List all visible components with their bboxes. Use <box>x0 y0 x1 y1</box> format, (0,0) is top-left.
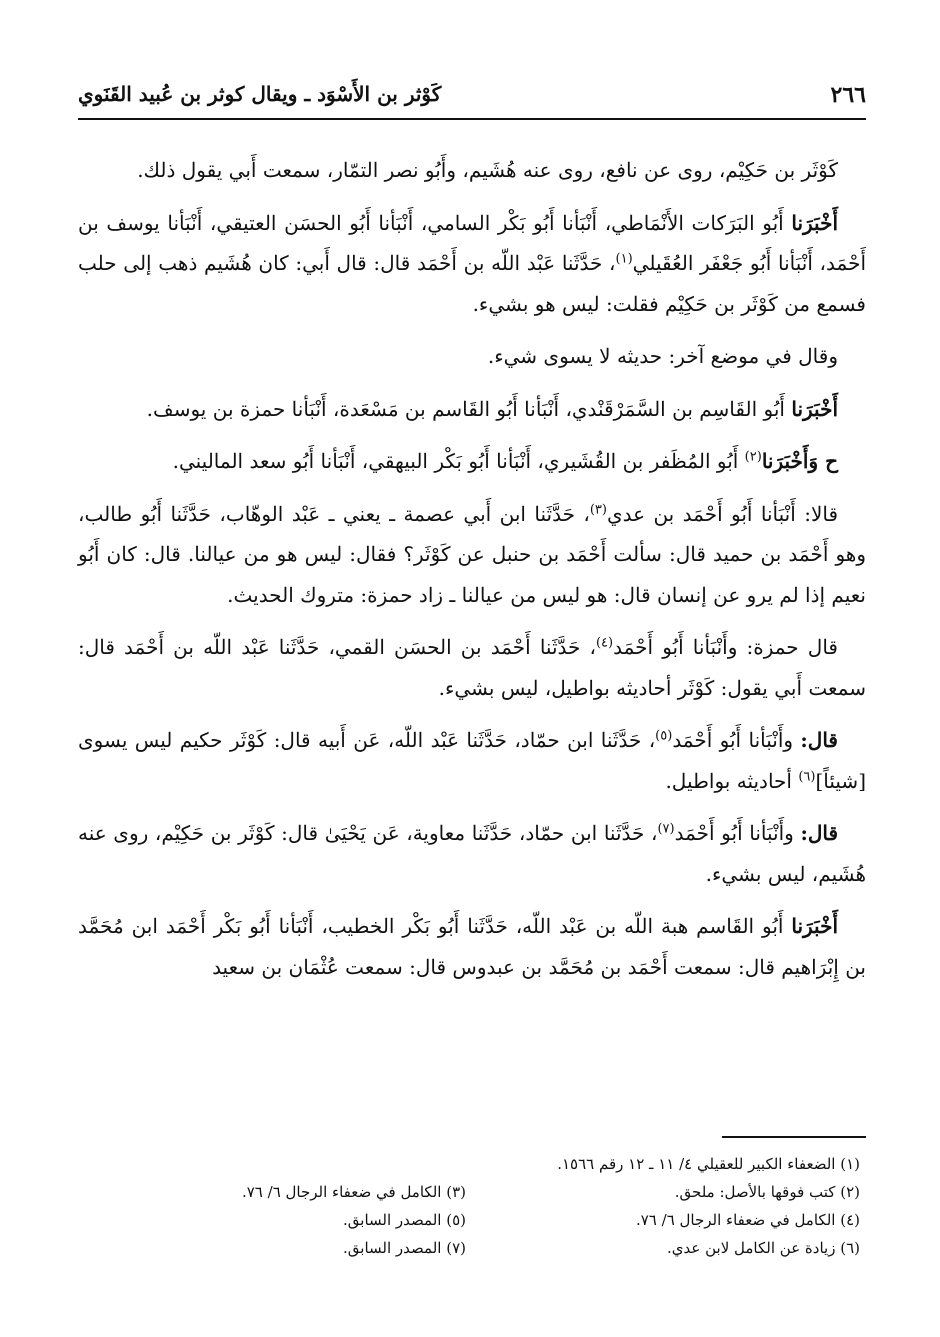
footnote-number: (٥) <box>446 1211 466 1229</box>
footnote-ref: (٤) <box>595 635 614 651</box>
footnote-row <box>78 1150 866 1178</box>
paragraph <box>78 336 866 377</box>
paragraph-text: ، حَدَّثَنا ابن أَبي عصمة ـ يعني ـ عَبْد الوهّاب، حَدَّثَنا أَبُو طالب، وهو أَحْمَد بن حميد قال: سألت أَحْمَد بن حنبل عن كَوْثَر؟ فقال: ليس هو من عيالنا. قال: كان أَبُو نعيم إذا لم يرو عن إنسان قال: هو ليس من عيالنا ـ زاد حمزة: متروك الحديث. <box>78 501 866 607</box>
chain-keyword: أَخْبَرَنا <box>791 914 838 938</box>
footnote-text: الضعفاء الكبير للعقيلي ٤/ ١١ ـ ١٢ رقم ١٥٦٦. <box>557 1155 841 1173</box>
footnote-ref: (١) <box>615 251 633 267</box>
paragraph <box>78 813 866 894</box>
footnote <box>78 1206 472 1234</box>
paragraph <box>78 906 866 987</box>
footnote-text: المصدر السابق. <box>343 1211 447 1229</box>
paragraph-text: كَوْثَر بن حَكِيْم، روى عن نافع، روى عنه هُشَيم، وأَبُو نصر التمّار، سمعت أَبي يقول ذلك. <box>137 158 838 182</box>
footnote-text: الكامل في ضعفاء الرجال ٦/ ٧٦. <box>635 1211 841 1229</box>
paragraph <box>78 203 866 325</box>
paragraph-text: ، حَدَّثَنا أَحْمَد بن الحسَن القمي، حَدَّثَنا عَبْد اللّه بن أَحْمَد قال: سمعت أَبي يقول: كَوْثَر أحاديثه بواطيل، ليس بشيء. <box>78 635 866 700</box>
footnote-ref: (٥) <box>655 728 673 744</box>
footnote-row <box>78 1178 866 1206</box>
paragraph-text: ، حَدَّثَنا عَبْد اللّه بن أَحْمَد قال: قال أَبي: كان هُشَيم ذهب إلى حلب فسمع من كَوْثَر بن حَكِيْم فقلت: ليس هو بشيء. <box>78 251 866 316</box>
paragraph-text: وقال في موضع آخر: حديثه لا يسوى شيء. <box>487 344 838 368</box>
paragraph-text: أَبُو البَرَكات الأَنْمَاطي، أَنْبَأنا أَبُو بَكْر السامي، أَنْبَأنا أَبُو الحسَن العتيقي، أَنْبَأنا يوسف بن أَحْمَد، أَنْبَأنا أَبُو جَعْفَر العُقَيلي <box>78 210 866 275</box>
page-header <box>78 82 866 120</box>
paragraph <box>78 627 866 708</box>
footnote-text: كتب فوقها بالأصل: ملحق. <box>674 1183 841 1201</box>
chain-keyword: أَخْبَرَنا <box>791 396 838 421</box>
footnote-ref: (٦) <box>798 768 816 784</box>
footnote-number: (٦) <box>840 1239 860 1257</box>
paragraph <box>78 494 866 616</box>
footnote-text: الكامل في ضعفاء الرجال ٦/ ٧٦. <box>241 1183 447 1201</box>
paragraph-text: وأَنْبَأنا أَبُو أَحْمَد <box>672 728 801 752</box>
footnote-ref: (٣) <box>589 501 607 517</box>
paragraph <box>78 441 866 482</box>
footnote-number: (٧) <box>446 1239 466 1257</box>
paragraph-text: قال حمزة: وأَنْبَأنا أَبُو أَحْمَد <box>613 635 838 659</box>
chain-keyword: قال: <box>800 728 838 752</box>
paragraph <box>78 720 866 801</box>
footnote <box>472 1178 866 1206</box>
paragraph-text: قالا: أَنْبَأنا أَبُو أَحْمَد بن عدي <box>606 501 839 526</box>
main-text <box>78 150 866 999</box>
paragraph-text: ، حَدَّثَنا ابن حمّاد، حَدَّثَنا معاوية، عَن يَحْيَىٰ قال: كَوْثَر بن حَكِيْم، روى عنه هُشَيم، ليس بشيء. <box>78 821 866 886</box>
footnote-ref: (٧) <box>657 821 675 837</box>
paragraph-text: ، حَدَّثَنا ابن حمّاد، حَدَّثَنا عَبْد اللّه، عَن أَبيه قال: كَوْثَر حكيم ليس يسوى [شيئاً] <box>78 728 866 793</box>
chain-keyword: قال: <box>800 821 839 845</box>
footnote-number: (١) <box>840 1155 860 1173</box>
paragraph-text: أَبُو المُظَفر بن القُشَيري، أَنْبَأنا أَبُو بَكْر البيهقي، أَنْبَأنا أَبُو سعد الماليني. <box>172 449 745 473</box>
paragraph <box>78 389 866 430</box>
paragraph <box>78 150 866 191</box>
footnote <box>78 1150 866 1178</box>
footnote-number: (٤) <box>840 1211 860 1229</box>
footnote-row <box>78 1234 866 1262</box>
footnote <box>472 1206 866 1234</box>
page-number: ٢٦٦ <box>830 82 866 108</box>
chain-keyword: أَخْبَرَنا <box>791 210 838 235</box>
footnote <box>78 1234 472 1262</box>
footnote-text: زيادة عن الكامل لابن عدي. <box>667 1239 841 1257</box>
paragraph-text: وأَنْبَأنا أَبُو أَحْمَد <box>674 821 801 845</box>
footnote-row <box>78 1206 866 1234</box>
paragraph-text: أَبُو القَاسِم بن السَّمَرْقَنْدي، أَنْبَأنا أَبُو القَاسم بن مَسْعَدة، أَنْبَأنا حمزة بن يوسف. <box>146 396 792 421</box>
footnote-ref: (٢) <box>744 449 762 465</box>
footnotes <box>78 1150 866 1262</box>
running-title: كَوْثر بن الأَسْوَد ـ ويقال كوثر بن عُبيد القَنَوي <box>78 82 442 106</box>
footnote-number: (٣) <box>446 1183 466 1201</box>
chain-keyword: ح وَأَخْبَرَنا <box>761 449 838 473</box>
footnote-text: المصدر السابق. <box>343 1239 447 1257</box>
paragraph-text: أَبُو القَاسم هبة اللّه بن عَبْد اللّه، حَدَّثَنا أَبُو بَكْر الخطيب، أَنْبَأنا أَبُو بَكْر أَحْمَد ابن مُحَمَّد بن إِبْرَاهيم قال: سمعت أَحْمَد بن مُحَمَّد بن عبدوس قال: سمعت عُثْمَان بن سعيد <box>78 914 866 979</box>
footnote <box>78 1178 472 1206</box>
paragraph-text: أحاديثه بواطيل. <box>665 768 799 793</box>
footnote-divider <box>722 1136 866 1138</box>
footnote-number: (٢) <box>840 1183 860 1201</box>
footnote <box>472 1234 866 1262</box>
